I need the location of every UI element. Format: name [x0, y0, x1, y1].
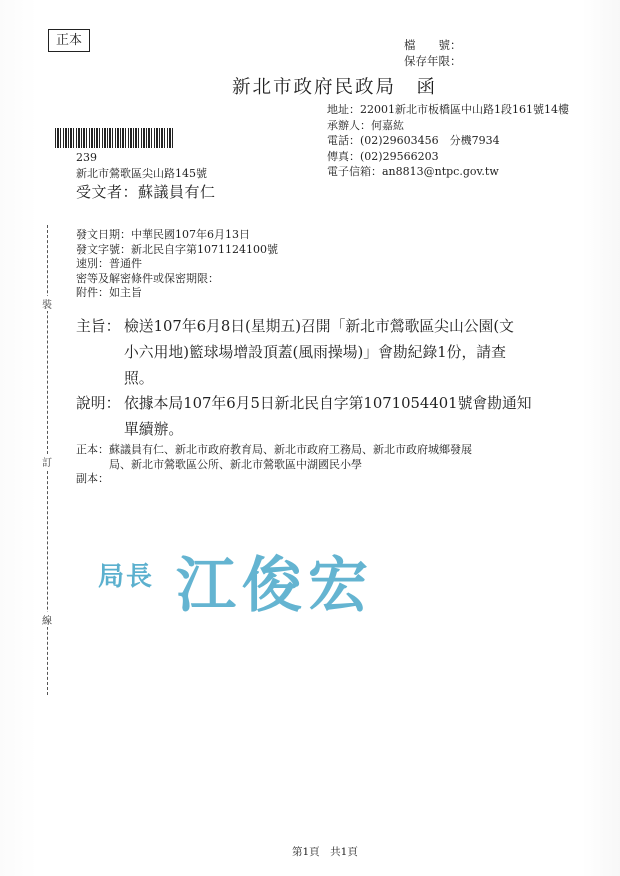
file-number-label: 檔 號： [404, 38, 462, 52]
binding-label-mid: 訂 [42, 454, 52, 469]
stamp-title: 局長 [98, 562, 155, 592]
distribution-main-2: 局、新北市鶯歌區公所、新北市鶯歌區中湖國民小學 [109, 457, 362, 471]
stamp-signature: 江俊宏 [176, 551, 374, 621]
subject-line-1: 檢送107年6月8日(星期五)召開「新北市鶯歌區尖山公園(文 [124, 318, 514, 335]
distribution-main-1: 正本：蘇議員有仁、新北市政府教育局、新北市政府工務局、新北市政府城鄉發展 [76, 443, 472, 456]
contact-fax: 傳真：(02)29566203 [327, 149, 439, 163]
subject-label: 主旨： [76, 318, 121, 335]
subject-line-3: 照。 [124, 370, 154, 387]
retention-label: 保存年限： [404, 54, 462, 68]
contact-block [327, 102, 569, 180]
binding-label-top: 裝 [42, 296, 52, 311]
page-footer: 第1頁 共1頁 [292, 846, 358, 858]
dispatch-attachment: 附件：如主旨 [76, 286, 142, 299]
explanation-label: 說明： [76, 395, 121, 412]
original-copy-badge: 正本 [48, 29, 90, 52]
explanation-line-2: 單續辦。 [124, 421, 184, 438]
dispatch-secrecy: 密等及解密條件或保密期限： [76, 271, 219, 285]
dispatch-date: 發文日期：中華民國107年6月13日 [76, 228, 250, 241]
dispatch-speed: 速別：普通件 [76, 257, 142, 270]
explanation-line-1: 依據本局107年6月5日新北民自字第1071054401號會勘通知 [124, 395, 532, 412]
contact-email: 電子信箱：an8813@ntpc.gov.tw [327, 165, 499, 178]
subject-line-2: 小六用地)籃球場增設頂蓋(風雨操場)」會勘紀錄1份，請查 [124, 344, 506, 361]
dispatch-ref: 發文字號：新北民自字第1071124100號 [76, 242, 278, 256]
dispatch-info [76, 228, 278, 301]
recipient: 受文者：蘇議員有仁 [76, 183, 216, 201]
distribution-copy: 副本： [76, 472, 109, 485]
mailing-address: 新北市鶯歌區尖山路145號 [76, 167, 207, 180]
contact-phone: 電話：(02)29603456 分機7934 [327, 134, 500, 147]
contact-address: 地址：22001新北市板橋區中山路1段161號14樓 [327, 103, 569, 116]
contact-handler: 承辦人：何嘉紘 [327, 118, 404, 132]
barcode-image [55, 128, 173, 148]
binding-label-bottom: 線 [42, 612, 52, 627]
postal-code: 239 [76, 151, 97, 164]
distribution-block [76, 443, 472, 487]
document-title: 新北市政府民政局 函 [232, 77, 438, 98]
